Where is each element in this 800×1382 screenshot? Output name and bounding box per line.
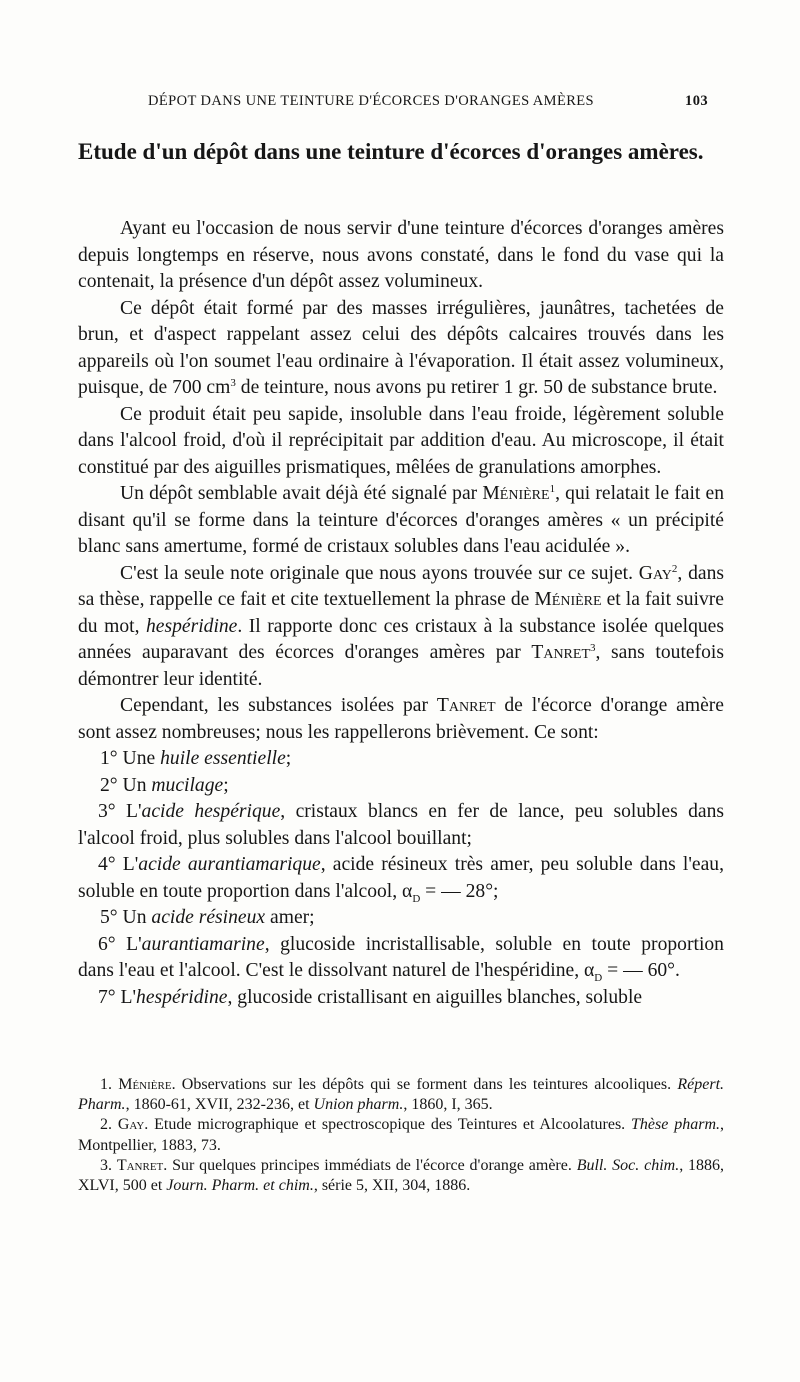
journal-title: Journ. Pharm. et chim. bbox=[166, 1177, 314, 1195]
list-text: Un bbox=[117, 907, 152, 928]
author-name: Ménière bbox=[534, 589, 602, 610]
footnote-ref: 1 bbox=[549, 483, 556, 495]
list-term: huile essentielle bbox=[160, 748, 286, 769]
footnote bbox=[78, 1156, 724, 1196]
list-term: mucilage bbox=[151, 774, 224, 796]
paragraph bbox=[78, 693, 724, 746]
list-number: 5° bbox=[100, 907, 118, 928]
list-text: , acide résineux très amer, peu soluble dans l'eau, soluble en toute proportion dans l'alcool, α bbox=[78, 854, 724, 902]
list-term: acide hespérique bbox=[141, 801, 281, 822]
list-number: 7° bbox=[98, 986, 116, 1008]
footnote-text: , Montpellier, 1883, 73. bbox=[78, 1116, 724, 1154]
footnote-text: , 1860-61, XVII, 232-236, et bbox=[125, 1096, 314, 1114]
list-text: L' bbox=[115, 986, 137, 1008]
list-item bbox=[78, 799, 724, 852]
footnote-text: , 1860, I, 365. bbox=[403, 1096, 493, 1114]
paragraph: Ayant eu l'occasion de nous servir d'une teinture d'écorces d'oranges amères depuis longtemps en réserve, nous avons constaté, dans le fond du vase qui la contenait, la présence d'un dépôt assez volumineux. bbox=[78, 218, 724, 292]
paragraph-text: et la fait suivre du mot, bbox=[78, 589, 724, 637]
paragraph-text: . Il rapporte donc ces cristaux à la substance isolée quelques années auparavant des écorces d'oranges amères par bbox=[78, 615, 724, 663]
journal-title: Thèse pharm. bbox=[631, 1116, 720, 1134]
list-number: 4° bbox=[98, 854, 116, 875]
list-text: Un bbox=[117, 774, 152, 796]
list-text: ; bbox=[285, 748, 292, 769]
footnote-number: 3. bbox=[100, 1156, 117, 1174]
paragraph-text: C'est la seule note originale que nous ayons trouvée sur ce sujet. bbox=[120, 562, 639, 584]
list-item bbox=[78, 905, 724, 932]
paragraph bbox=[78, 481, 724, 561]
list-item bbox=[78, 985, 724, 1012]
footnote-text: , série 5, XII, 304, 1886. bbox=[313, 1177, 471, 1195]
rotation-value: = — 60°. bbox=[602, 960, 680, 981]
list-item bbox=[78, 773, 724, 800]
subscript: D bbox=[412, 892, 421, 905]
footnotes bbox=[78, 1075, 724, 1196]
rotation-value: = — 28°; bbox=[420, 880, 499, 902]
list-number: 2° bbox=[100, 774, 118, 796]
footnote-ref: 2 bbox=[671, 562, 678, 575]
paragraph-text: , qui relatait le fait en disant qu'il se forme dans la teinture d'écorces d'oranges amères « un précipité blanc sans amertume, formé de cristaux solubles dans l'eau acidulée ». bbox=[78, 483, 725, 557]
paragraph-text: , sans toutefois démontrer leur identité. bbox=[78, 642, 724, 690]
paragraph-text: de l'écorce d'orange amère sont assez nombreuses; nous les rappellerons brièvement. Ce sont: bbox=[78, 695, 724, 743]
list-term: hespéridine bbox=[136, 986, 228, 1008]
list-item bbox=[78, 852, 724, 905]
list-text: Une bbox=[117, 748, 161, 769]
list-item bbox=[78, 746, 724, 773]
list-item bbox=[78, 932, 724, 985]
subscript: D bbox=[594, 971, 603, 984]
superscript: 3 bbox=[230, 377, 236, 389]
list-term: aurantiamarine bbox=[141, 933, 265, 955]
footnote-text: . Sur quelques principes immédiats de l'écorce d'orange amère. bbox=[163, 1156, 577, 1174]
footnote-text: . Observations sur les dépôts qui se forment dans les teintures alcooliques. bbox=[171, 1076, 678, 1093]
list-number: 1° bbox=[100, 748, 118, 769]
author-name: Gay bbox=[117, 1116, 145, 1134]
list-text: L' bbox=[115, 801, 142, 822]
author-name: Tanret bbox=[116, 1156, 164, 1174]
author-name: Ménière bbox=[118, 1076, 172, 1093]
footnote-text: , 1886, XLVI, 500 et bbox=[78, 1156, 725, 1195]
paragraph-text: de teinture, nous avons pu retirer 1 gr. 50 de substance brute. bbox=[235, 377, 718, 398]
paragraph bbox=[78, 561, 724, 694]
author-name: Tanret bbox=[436, 695, 496, 716]
emphasis: hespéridine bbox=[145, 615, 238, 637]
article-body bbox=[78, 216, 724, 1011]
list-term: acide résineux bbox=[151, 907, 266, 928]
list-text: L' bbox=[115, 854, 139, 875]
footnote-number: 2. bbox=[100, 1116, 118, 1134]
list-text: amer; bbox=[265, 907, 315, 928]
paragraph bbox=[78, 296, 724, 402]
list-text: ; bbox=[223, 774, 229, 796]
paragraph-text: Un dépôt semblable avait déjà été signalé par bbox=[120, 483, 483, 504]
footnote-ref: 3 bbox=[590, 642, 596, 654]
paragraph: Ce produit était peu sapide, insoluble dans l'eau froide, légèrement soluble dans l'alcool froid, d'où il reprécipitait par addition d'eau. Au microscope, il était constitué par des aiguilles prismatiques, mêlées de granulations amorphes. bbox=[78, 403, 724, 478]
list-number: 3° bbox=[98, 801, 116, 822]
author-name: Tanret bbox=[531, 642, 590, 663]
footnote-number: 1. bbox=[100, 1076, 119, 1093]
list-term: acide aurantiamarique bbox=[138, 854, 321, 875]
journal-title: Bull. Soc. chim. bbox=[576, 1156, 680, 1174]
footnote bbox=[78, 1075, 724, 1115]
list-text: L' bbox=[115, 933, 142, 955]
paragraph-text: , dans sa thèse, rappelle ce fait et cite textuellement la phrase de bbox=[78, 562, 725, 610]
list-text: , glucoside incristallisable, soluble en toute proportion dans l'eau et l'alcool. C'est le dissolvant naturel de l'hespéridine, α bbox=[78, 933, 724, 981]
page-number: 103 bbox=[685, 93, 708, 109]
paragraph-text: Cependant, les substances isolées par bbox=[120, 695, 437, 716]
footnote bbox=[78, 1115, 724, 1155]
list-text: , glucoside cristallisant en aiguilles blanches, soluble bbox=[227, 986, 643, 1008]
article-title: Etude d'un dépôt dans une teinture d'écorces d'oranges amères. bbox=[78, 139, 704, 164]
journal-title: Union pharm. bbox=[313, 1096, 404, 1114]
list-number: 6° bbox=[98, 933, 116, 955]
author-name: Gay bbox=[638, 562, 672, 584]
running-title: DÉPOT DANS UNE TEINTURE D'ÉCORCES D'ORANGES AMÈRES bbox=[148, 93, 595, 109]
author-name: Ménière bbox=[482, 483, 550, 504]
journal-title: Répert. Pharm. bbox=[78, 1076, 725, 1114]
paragraph-text: Ce dépôt était formé par des masses irrégulières, jaunâtres, tachetées de brun, et d'aspect rappelant assez celui des dépôts calcaires trouvés dans les appareils où l'on soumet l'eau ordinaire à l'évaporation. Il était assez volumineux, puisque, de 700 cm bbox=[78, 297, 724, 398]
list-text: , cristaux blancs en fer de lance, peu solubles dans l'alcool froid, plus solubles dans l'alcool bouillant; bbox=[78, 801, 724, 849]
footnote-text: . Etude micrographique et spectroscopique des Teintures et Alcoolatures. bbox=[144, 1116, 632, 1134]
